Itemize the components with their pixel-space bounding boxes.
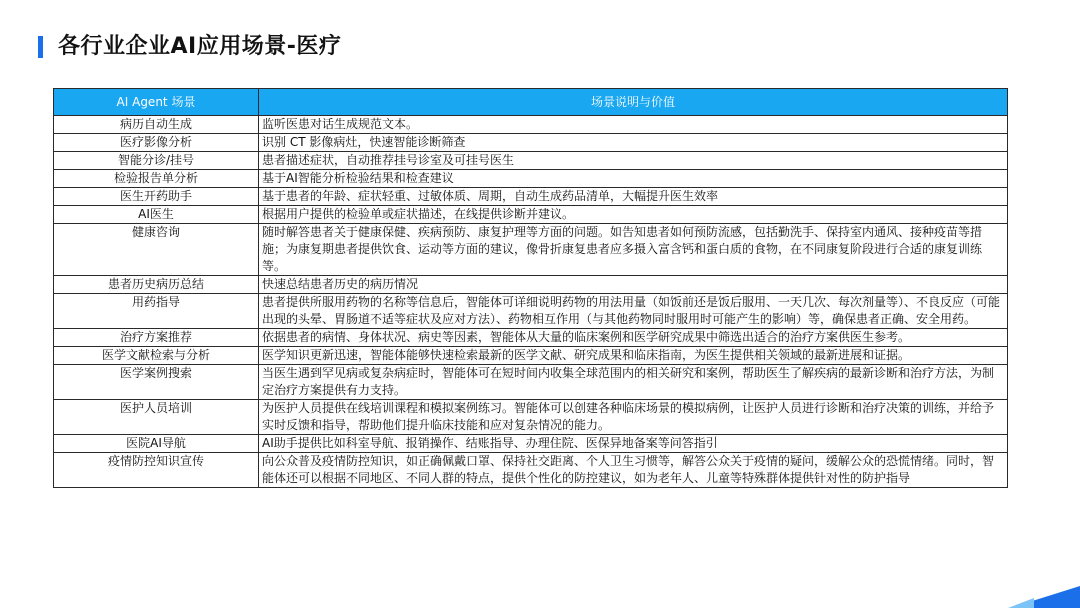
description-cell: 患者提供所服用药物的名称等信息后，智能体可详细说明药物的用法用量（如饭前还是饭后服用、一天几次、每次剂量等）、不良反应（可能出现的头晕、胃肠道不适等症状及应对方法）、药物相互作用（与其他药物同时服用时可能产生的影响）等，确保患者正确、安全用药。 xyxy=(259,294,1008,329)
table-row xyxy=(54,453,1008,488)
table-row xyxy=(54,400,1008,435)
table-header-row xyxy=(54,89,1008,116)
table-row xyxy=(54,152,1008,170)
table-row xyxy=(54,224,1008,276)
table-row xyxy=(54,116,1008,134)
scene-cell: 病历自动生成 xyxy=(54,116,259,134)
table-row xyxy=(54,170,1008,188)
description-cell: 监听医患对话生成规范文本。 xyxy=(259,116,1008,134)
scene-cell: 医疗影像分析 xyxy=(54,134,259,152)
scene-cell: 患者历史病历总结 xyxy=(54,276,259,294)
description-cell: 快速总结患者历史的病历情况 xyxy=(259,276,1008,294)
scene-cell: 用药指导 xyxy=(54,294,259,329)
title-accent-bar xyxy=(38,36,43,58)
description-cell: 随时解答患者关于健康保健、疾病预防、康复护理等方面的问题。如告知患者如何预防流感，包括勤洗手、保持室内通风、接种疫苗等措施；为康复期患者提供饮食、运动等方面的建议，像骨折康复患者应多摄入富含钙和蛋白质的食物，在不同康复阶段进行合适的康复训练等。 xyxy=(259,224,1008,276)
table-row xyxy=(54,276,1008,294)
scene-cell: 疫情防控知识宣传 xyxy=(54,453,259,488)
description-cell: 根据用户提供的检验单或症状描述，在线提供诊断并建议。 xyxy=(259,206,1008,224)
scene-cell: 健康咨询 xyxy=(54,224,259,276)
corner-decoration xyxy=(1010,586,1080,608)
scene-cell: 医护人员培训 xyxy=(54,400,259,435)
table-body xyxy=(54,116,1008,488)
table-row xyxy=(54,347,1008,365)
scene-cell: 医生开药助手 xyxy=(54,188,259,206)
scenario-table xyxy=(53,88,1008,488)
page-title: 各行业企业AI应用场景-医疗 xyxy=(58,34,342,59)
column-header-scene: AI Agent 场景 xyxy=(54,89,259,116)
table-row xyxy=(54,329,1008,347)
description-cell: 当医生遇到罕见病或复杂病症时，智能体可在短时间内收集全球范围内的相关研究和案例，帮助医生了解疾病的最新诊断和治疗方法，为制定治疗方案提供有力支持。 xyxy=(259,365,1008,400)
description-cell: 医学知识更新迅速，智能体能够快速检索最新的医学文献、研究成果和临床指南，为医生提供相关领域的最新进展和证据。 xyxy=(259,347,1008,365)
scene-cell: 智能分诊/挂号 xyxy=(54,152,259,170)
description-cell: 患者描述症状，自动推荐挂号诊室及可挂号医生 xyxy=(259,152,1008,170)
table-row xyxy=(54,206,1008,224)
table-row xyxy=(54,188,1008,206)
description-cell: 识别 CT 影像病灶，快速智能诊断筛查 xyxy=(259,134,1008,152)
column-header-description: 场景说明与价值 xyxy=(259,89,1008,116)
table-row xyxy=(54,134,1008,152)
table-row xyxy=(54,294,1008,329)
table-row xyxy=(54,435,1008,453)
scene-cell: 检验报告单分析 xyxy=(54,170,259,188)
description-cell: 向公众普及疫情防控知识，如正确佩戴口罩、保持社交距离、个人卫生习惯等，解答公众关于疫情的疑问，缓解公众的恐慌情绪。同时，智能体还可以根据不同地区、不同人群的特点，提供个性化的防控建议，如为老年人、儿童等特殊群体提供针对性的防护指导 xyxy=(259,453,1008,488)
description-cell: AI助手提供比如科室导航、报销操作、结账指导、办理住院、医保异地备案等问答指引 xyxy=(259,435,1008,453)
description-cell: 为医护人员提供在线培训课程和模拟案例练习。智能体可以创建各种临床场景的模拟病例，让医护人员进行诊断和治疗决策的训练，并给予实时反馈和指导，帮助他们提升临床技能和应对复杂情况的能力。 xyxy=(259,400,1008,435)
description-cell: 依据患者的病情、身体状况、病史等因素，智能体从大量的临床案例和医学研究成果中筛选出适合的治疗方案供医生参考。 xyxy=(259,329,1008,347)
description-cell: 基于AI智能分析检验结果和检查建议 xyxy=(259,170,1008,188)
scene-cell: AI医生 xyxy=(54,206,259,224)
scene-cell: 治疗方案推荐 xyxy=(54,329,259,347)
scene-cell: 医学案例搜索 xyxy=(54,365,259,400)
description-cell: 基于患者的年龄、症状轻重、过敏体质、周期，自动生成药品清单，大幅提升医生效率 xyxy=(259,188,1008,206)
table-row xyxy=(54,365,1008,400)
scene-cell: 医院AI导航 xyxy=(54,435,259,453)
scene-cell: 医学文献检索与分析 xyxy=(54,347,259,365)
